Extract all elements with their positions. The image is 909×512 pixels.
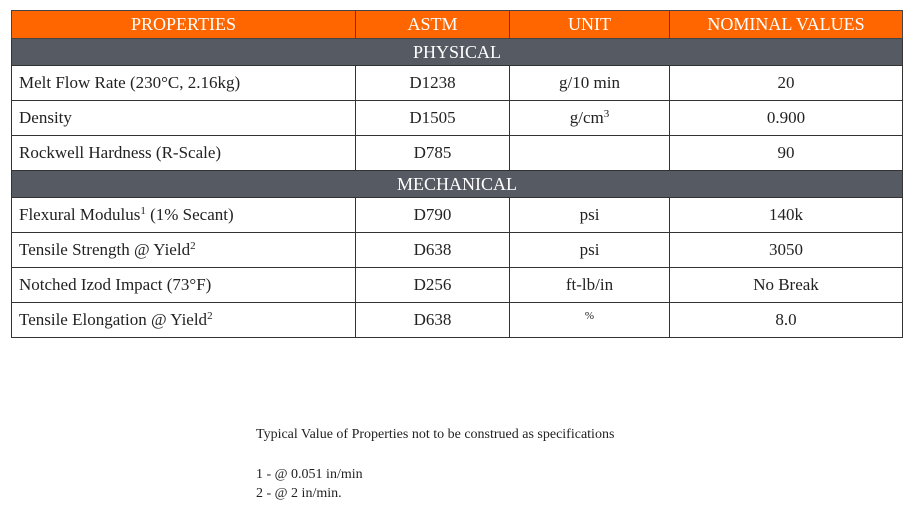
table-row: [12, 66, 903, 101]
property-name: Melt Flow Rate (230°C, 2.16kg): [19, 73, 241, 92]
footnote-1: 1 - @ 0.051 in/min: [256, 467, 363, 482]
table-row: [12, 303, 903, 338]
section-row: [12, 39, 903, 66]
value-cell: 90: [670, 136, 903, 171]
unit-cell: [510, 198, 670, 233]
value-cell: 0.900: [670, 101, 903, 136]
section-title: PHYSICAL: [12, 39, 903, 66]
footnote-2: 2 - @ 2 in/min.: [256, 486, 342, 501]
unit-cell: [510, 66, 670, 101]
property-cell: [12, 198, 356, 233]
property-cell: [12, 303, 356, 338]
footnote-ref: 1: [140, 205, 146, 217]
value-cell: 140k: [670, 198, 903, 233]
unit-cell: [510, 136, 670, 171]
astm-cell: D256: [356, 268, 510, 303]
property-name: Rockwell Hardness (R-Scale): [19, 143, 222, 162]
property-suffix: (1% Secant): [145, 205, 234, 224]
header-nominal-values: NOMINAL VALUES: [670, 11, 903, 39]
property-cell: [12, 136, 356, 171]
header-astm: ASTM: [356, 11, 510, 39]
table-row: [12, 136, 903, 171]
astm-cell: D785: [356, 136, 510, 171]
value-cell: 8.0: [670, 303, 903, 338]
table-row: [12, 268, 903, 303]
unit-text: psi: [579, 240, 600, 259]
disclaimer: Typical Value of Properties not to be construed as specifications: [256, 427, 615, 442]
header-row: [12, 11, 903, 39]
property-cell: [12, 233, 356, 268]
unit-text: ft-lb/in: [565, 275, 614, 294]
property-name: Density: [19, 108, 72, 127]
astm-cell: D1238: [356, 66, 510, 101]
unit-text: psi: [579, 205, 600, 224]
footnote-ref: 2: [190, 240, 196, 252]
astm-cell: D1505: [356, 101, 510, 136]
property-cell: [12, 66, 356, 101]
table-row: [12, 101, 903, 136]
value-cell: 20: [670, 66, 903, 101]
property-name: Notched Izod Impact (73°F): [19, 275, 212, 294]
property-cell: [12, 101, 356, 136]
footnote-ref: 2: [207, 310, 213, 322]
unit-cell: [510, 101, 670, 136]
header-unit: UNIT: [510, 11, 670, 39]
property-name: Tensile Elongation @ Yield: [19, 310, 208, 329]
value-cell: 3050: [670, 233, 903, 268]
property-cell: [12, 268, 356, 303]
section-title: MECHANICAL: [12, 171, 903, 198]
unit-text: g/cm: [569, 108, 604, 127]
unit-sup: %: [584, 310, 595, 322]
unit-text: g/10 min: [559, 73, 620, 92]
property-name: Flexural Modulus: [19, 205, 141, 224]
section-row: [12, 171, 903, 198]
unit-cell: [510, 303, 670, 338]
property-name: Tensile Strength @ Yield: [19, 240, 191, 259]
astm-cell: D638: [356, 233, 510, 268]
unit-cell: [510, 268, 670, 303]
unit-sup: 3: [603, 108, 610, 120]
table-row: [12, 233, 903, 268]
value-cell: No Break: [670, 268, 903, 303]
header-properties: PROPERTIES: [12, 11, 356, 39]
astm-cell: D638: [356, 303, 510, 338]
properties-table: [11, 10, 903, 338]
astm-cell: D790: [356, 198, 510, 233]
unit-cell: [510, 233, 670, 268]
table-row: [12, 198, 903, 233]
